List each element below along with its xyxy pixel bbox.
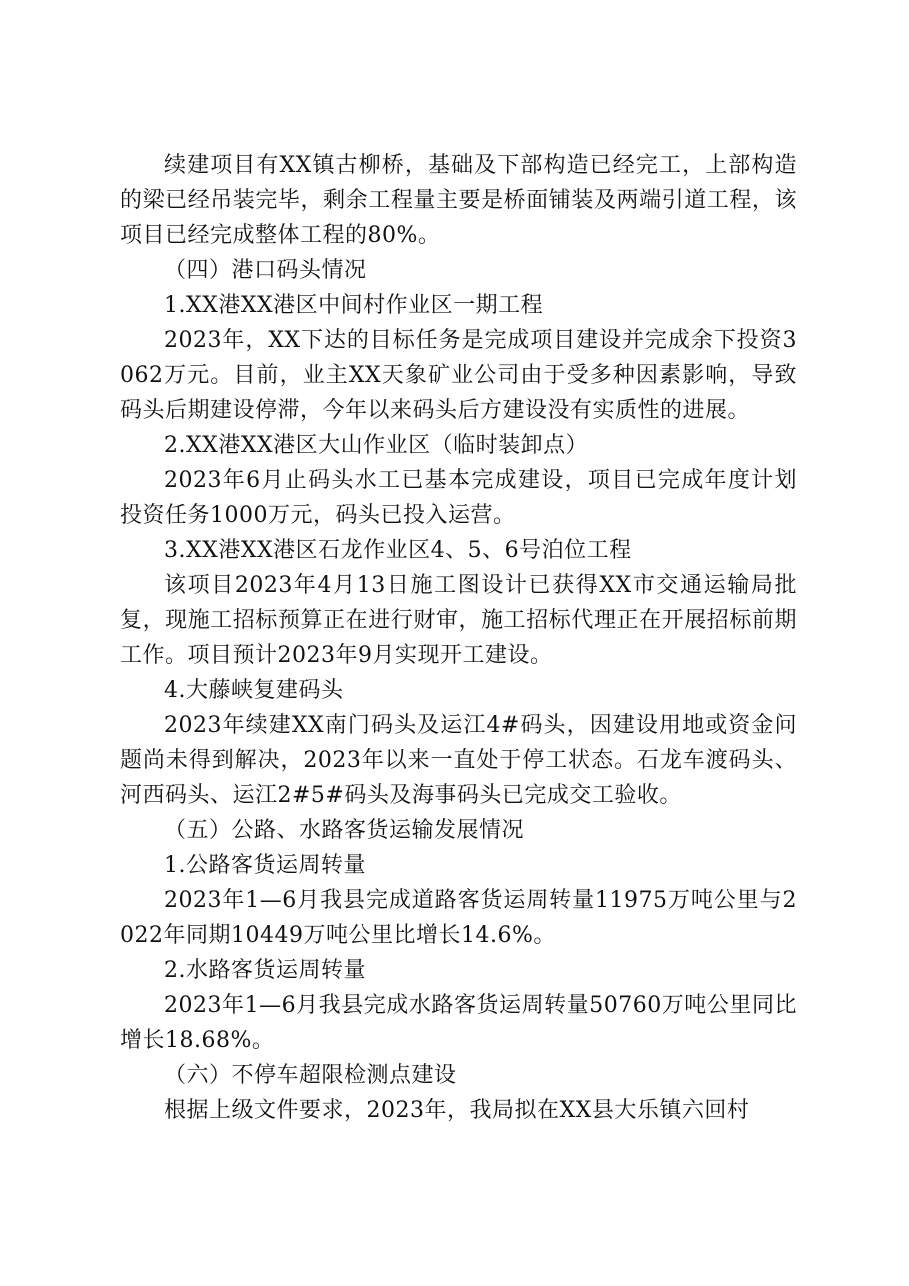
- subheading-road-turnover: 1.公路客货运周转量: [164, 853, 366, 878]
- section-heading-overload-detection: （六）不停车超限检测点建设: [164, 1063, 457, 1088]
- paragraph-road-turnover: 2023年1—6月我县完成道路客货运周转量11975万吨公里与2022年同期10449万吨公里比增长14.6%。: [120, 888, 797, 948]
- paragraph-datengxia: 2023年续建XX南门码头及运江4#码头，因建设用地或资金问题尚未得到解决，2023年以来一直处于停工状态。石龙车渡码头、河西码头、运江2#5#码头及海事码头已完成交工验收。: [120, 713, 797, 808]
- paragraph-shilong: 该项目2023年4月13日施工图设计已获得XX市交通运输局批复，现施工招标预算正在进行财审，施工招标代理正在开展招标前期工作。项目预计2023年9月实现开工建设。: [120, 573, 797, 668]
- section-heading-transport: （五）公路、水路客货运输发展情况: [164, 818, 525, 843]
- paragraph-water-turnover: 2023年1—6月我县完成水路客货运周转量50760万吨公里同比增长18.68%。: [120, 993, 797, 1053]
- subheading-datengxia: 4.大藤峡复建码头: [164, 678, 344, 703]
- paragraph-overload-detection: 根据上级文件要求，2023年，我局拟在XX县大乐镇六回村: [164, 1098, 750, 1123]
- subheading-dashan: 2.XX港XX港区大山作业区（临时装卸点）: [164, 433, 589, 458]
- subheading-water-turnover: 2.水路客货运周转量: [164, 958, 366, 983]
- paragraph-dashan: 2023年6月止码头水工已基本完成建设，项目已完成年度计划投资任务1000万元，码头已投入运营。: [120, 468, 797, 528]
- paragraph-zhongjian-village: 2023年，XX下达的目标任务是完成项目建设并完成余下投资3062万元。目前，业主XX天象矿业公司由于受多种因素影响，导致码头后期建设停滞，今年以来码头后方建设没有实质性的进展。: [120, 328, 797, 423]
- section-heading-ports: （四）港口码头情况: [164, 258, 367, 283]
- subheading-zhongjian-village: 1.XX港XX港区中间村作业区一期工程: [164, 293, 544, 318]
- paragraph-gulu-bridge: 续建项目有XX镇古柳桥，基础及下部构造已经完工，上部构造的梁已经吊装完毕，剩余工程量主要是桥面铺装及两端引道工程，该项目已经完成整体工程的80%。: [120, 153, 797, 248]
- subheading-shilong: 3.XX港XX港区石龙作业区4、5、6号泊位工程: [164, 538, 632, 563]
